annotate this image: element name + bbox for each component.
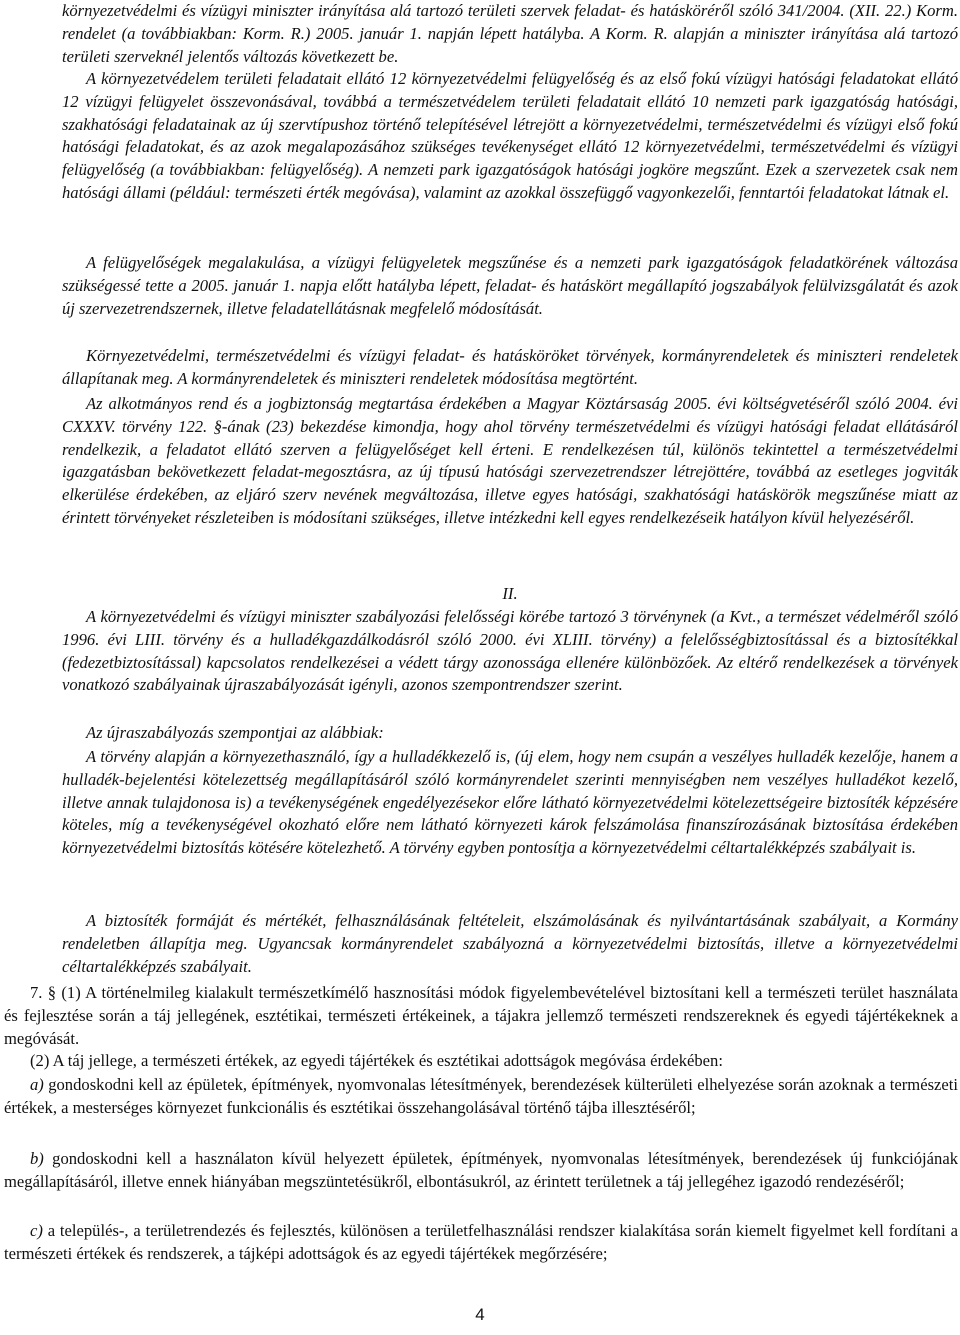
point-b-text: gondoskodni kell a használaton kívül helyezett épületek, építmények, nyomvonalas létesítmények, berendezések új funkciójának megállapításáról, illetve ennek hiányában megszüntetésükről, elbontásukról, az érintett területnek a táj jellegéhez igazodó rendezéséről; — [4, 1149, 958, 1191]
point-a-label: a) — [30, 1075, 44, 1094]
paragraph-merger: A környezetvédelem területi feladatait ellátó 12 környezetvédelmi felügyelőség és az első fokú vízügyi hatósági feladatokat ellátó 12 vízügyi felügyelet összevonásával, továbbá a természetvédelem területi feladatait ellátó 10 nemzeti park igazgatóság hatósági, szakhatósági feladatainak az új szervtípushoz történő telepítésével létrejött a környezetvédelmi, természetvédelmi és vízügyi első fokú hatósági feladatokat, és az azok megalapozásához szükséges tevékenységet ellátó 12 környezetvédelmi, természetvédelmi és vízügyi felügyelőség (a továbbiakban: felügyelőség). A nemzeti park igazgatóságok hatósági jogköre megszűnt. Ezek a szervezetek csak nem hatósági állami (például: természeti érték megóvása), valamint az azokkal összefüggő vagyonkezelői, fenntartói feladatokat látnak el. — [62, 69, 958, 202]
page-number: 4 — [475, 1305, 485, 1324]
point-b-label: b) — [30, 1149, 44, 1168]
paragraph-intro: környezetvédelmi és vízügyi miniszter irányítása alá tartozó területi szervek feladat- és hatásköréről szóló 341/2004. (XII. 22.) Korm. rendelet (a továbbiakban: Korm. R.) 2005. január 1. napján lépett hatályba. A Korm. R. alapján a miniszter irányítása alá tartozó területi szerveknél jelentős változás következett be. — [62, 1, 958, 66]
paragraph-felugyelosegek: A felügyelőségek megalakulása, a vízügyi felügyeletek megszűnése és a nemzeti park igazgatóságok feladatkörének változása szükségessé tette a 2005. január 1. napja előtt hatályba lépett, feladat- és hatáskört megállapító jogszabályok felülvizsgálatát és azok új szervezetrendszernek, illetve feladatellátásnak megfelelő módosítását. — [62, 253, 958, 318]
point-c-text: a település-, a területrendezés és fejlesztés, különösen a területfelhasználási rendszer kialakítása során kiemelt figyelmet kell fordítani a természeti értékek és rendszerek, a tájképi adottságok és az egyedi tájértékek megőrzésére; — [4, 1221, 958, 1263]
paragraph-section-7-1: 7. § (1) A történelmileg kialakult természetkímélő hasznosítási módok figyelembevételével biztosítani kell a természeti terület használata és fejlesztése során a táj jellegének, esztétikai, természeti értékeinek, a tájakra jellemző természeti rendszereknek és egyedi tájértékeknek a megóvását. — [4, 983, 958, 1048]
paragraph-alkotmanyos: Az alkotmányos rend és a jogbiztonság megtartása érdekében a Magyar Köztársaság 2005. évi költségvetéséről szóló 2004. évi CXXXV. törvény 122. §-ának (23) bekezdése kimondja, hogy ahol törvény természetvédelmi és vízügyi hatósági feladat ellátásáról rendelkezik, a feladatot ellátó szerven a felügyelőséget kell érteni. E rendelkezésen túl, különös tekintettel a természetvédelmi igazgatásban bekövetkezett feladat-megosztásra, az új típusú hatósági szervezetrendszer létrejöttére, továbbá az esetleges jogviták elkerülése érdekében, az eljáró szerv nevének megváltozása, illetve egyes hatósági, szakhatósági hatáskörök megszűnése miatt az érintett törvényeket részleteiben is módosítani szükséges, illetve intézkedni kell egyes rendelkezéseik hatályon kívül helyezéséről. — [62, 394, 958, 527]
paragraph-section-7-2: (2) A táj jellege, a természeti értékek, az egyedi tájértékek és esztétikai adottságok megóvása érdekében: — [30, 1051, 723, 1070]
paragraph-hataskorok: Környezetvédelmi, természetvédelmi és vízügyi feladat- és hatásköröket törvények, kormányrendeletek és miniszteri rendeletek állapítanak meg. A kormányrendeletek és miniszteri rendeletek módosítása megtörtént. — [62, 346, 958, 388]
paragraph-szempontok: Az újraszabályozás szempontjai az alábbiak: — [86, 723, 384, 742]
section-heading-ii: II. — [502, 584, 518, 603]
paragraph-point-c — [4, 1220, 958, 1266]
paragraph-felelossegbiztositas: A környezetvédelmi és vízügyi miniszter szabályozási felelősségi körébe tartozó 3 törvénynek (a Kvt., a természet védelméről szóló 1996. évi LIII. törvény és a hulladékgazdálkodásról szóló 2000. évi XLIII. törvény) a felelősségbiztosítással és a biztosítékkal (fedezetbiztosítással) kapcsolatos rendelkezései a védett tárgy azonossága ellenére különbözőek. Az eltérő rendelkezések a törvények vonatkozó szabályainak újraszabályozását igényli, azonos szempontrendszer szerint. — [62, 607, 958, 695]
paragraph-kornyezethasznalo: A törvény alapján a környezethasználó, így a hulladékkezelő is, (új elem, hogy nem csupán a veszélyes hulladék kezelője, hanem a hulladék-bejelentési kötelezettség megállapításáról szóló kormányrendelet szerinti mennyiségben nem veszélyes hulladékot kezelő, illetve annak tulajdonosa is) a tevékenységének engedélyezésekor előre látható környezetvédelmi kötelezettségeire biztosíték képzésére köteles, míg a tevékenységével okozható előre nem látható környezeti károk felszámolása finanszírozásának biztosítása érdekében környezetvédelmi biztosítás kötésére kötelezhető. A törvény egyben pontosítja a környezetvédelmi céltartalékképzés szabályait is. — [62, 747, 958, 858]
paragraph-point-b — [4, 1148, 958, 1194]
paragraph-point-a — [4, 1074, 958, 1120]
point-a-text: gondoskodni kell az épületek, építmények, nyomvonalas létesítmények, berendezések külterületi elhelyezése során azoknak a természeti értékek, a mesterséges környezet funkcionális és esztétikai összehangolásával történő tájba illesztéséről; — [4, 1075, 958, 1117]
paragraph-biztositek: A biztosíték formáját és mértékét, felhasználásának feltételeit, elszámolásának és nyilvántartásának szabályait, a Kormány rendeletben állapítja meg. Ugyancsak kormányrendelet szabályozná a környezetvédelmi biztosítás, illetve a környezetvédelmi céltartalékképzés szabályait. — [62, 911, 958, 976]
point-c-label: c) — [30, 1221, 43, 1240]
